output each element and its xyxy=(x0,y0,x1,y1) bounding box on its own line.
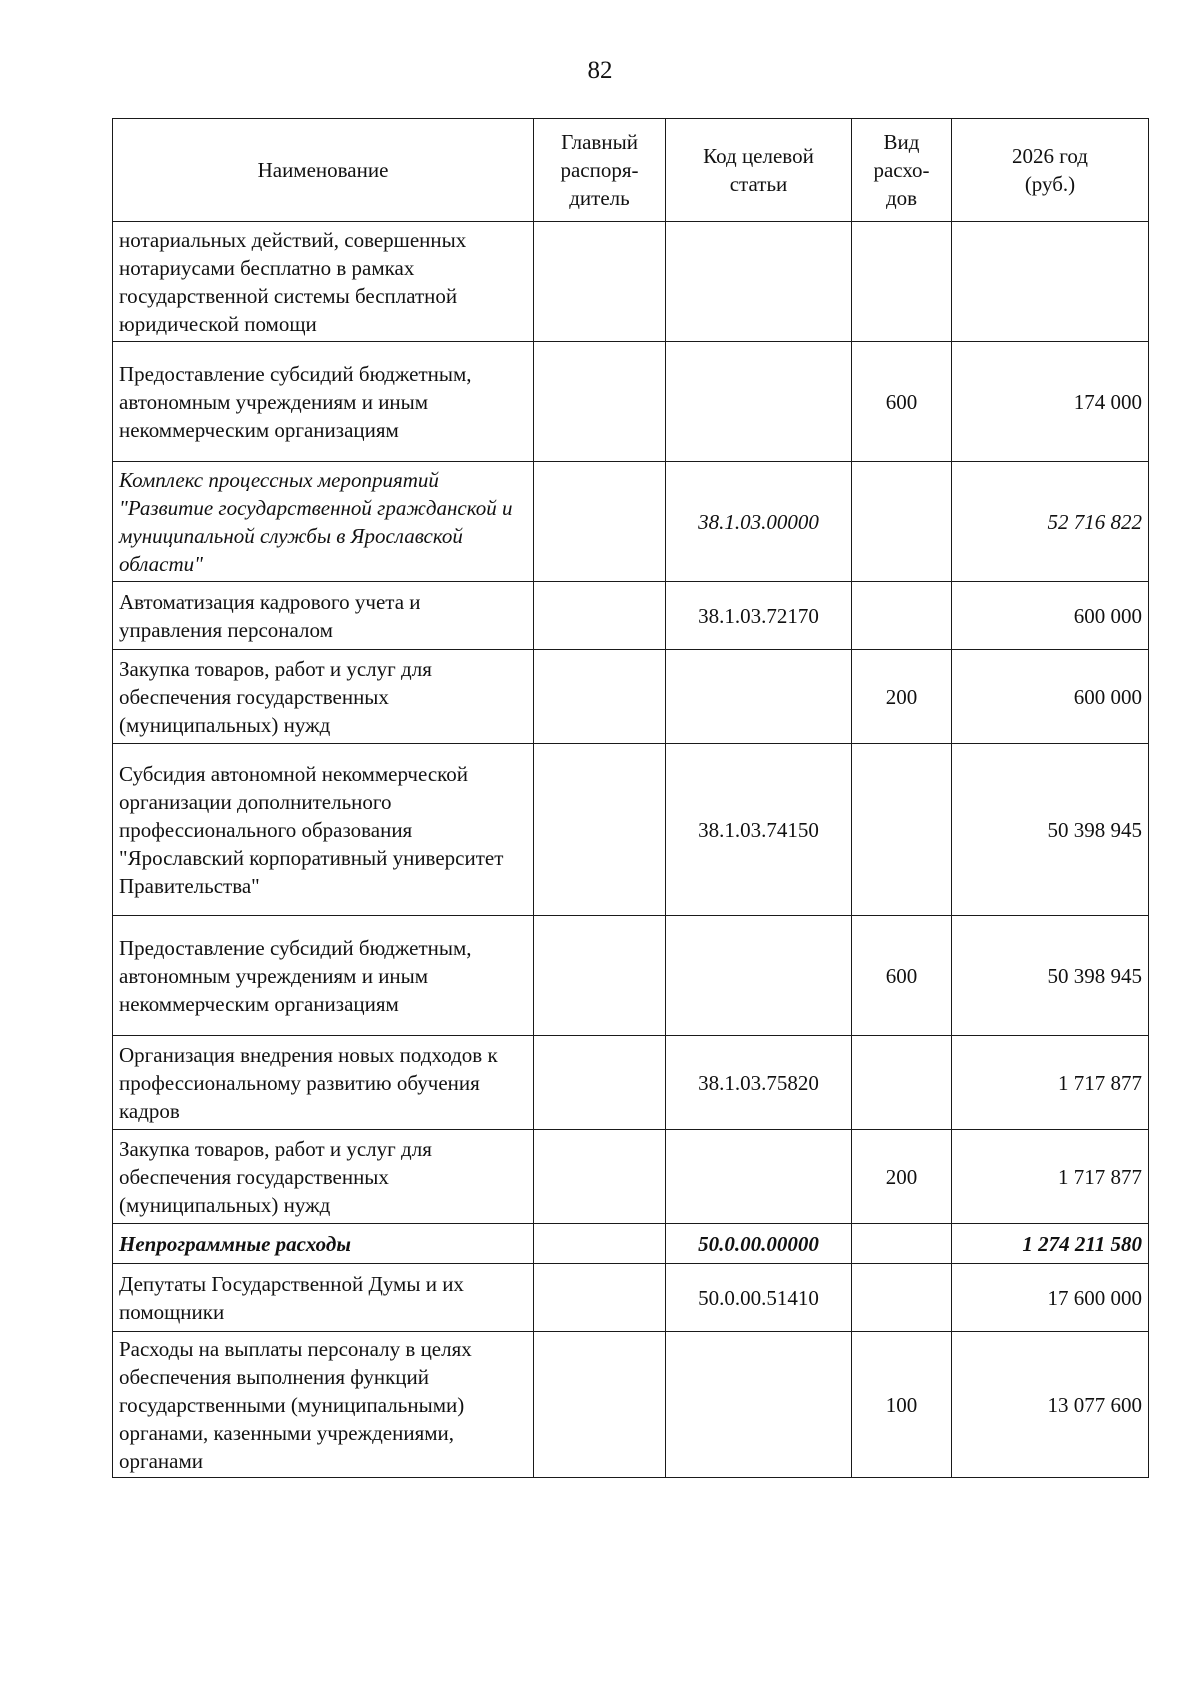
table-row xyxy=(113,1036,1149,1130)
cell-type: 200 xyxy=(852,1130,952,1224)
cell-name: Предоставление субсидий бюджетным, автономным учреждениям и иным некоммерческим организациям xyxy=(113,342,534,462)
cell-code: 38.1.03.74150 xyxy=(666,744,852,916)
cell-amount: 50 398 945 xyxy=(952,916,1149,1036)
table-row xyxy=(113,222,1149,342)
cell-code xyxy=(666,1332,852,1478)
header-manager-text: Главный распоря- дитель xyxy=(560,130,639,210)
cell-type: 600 xyxy=(852,342,952,462)
table-row xyxy=(113,916,1149,1036)
cell-code xyxy=(666,1130,852,1224)
cell-manager xyxy=(534,342,666,462)
cell-type xyxy=(852,1036,952,1130)
table-row xyxy=(113,342,1149,462)
cell-manager xyxy=(534,744,666,916)
cell-code xyxy=(666,342,852,462)
cell-code xyxy=(666,650,852,744)
cell-amount: 13 077 600 xyxy=(952,1332,1149,1478)
cell-amount: 1 274 211 580 xyxy=(952,1224,1149,1264)
cell-amount: 600 000 xyxy=(952,582,1149,650)
cell-manager xyxy=(534,462,666,582)
cell-code xyxy=(666,222,852,342)
cell-type xyxy=(852,582,952,650)
table-row xyxy=(113,1264,1149,1332)
cell-name: Закупка товаров, работ и услуг для обеспечения государственных (муниципальных) нужд xyxy=(113,650,534,744)
cell-manager xyxy=(534,1264,666,1332)
cell-manager xyxy=(534,650,666,744)
cell-amount: 17 600 000 xyxy=(952,1264,1149,1332)
table-row xyxy=(113,1332,1149,1478)
cell-type: 200 xyxy=(852,650,952,744)
header-code xyxy=(666,119,852,222)
header-amount xyxy=(952,119,1149,222)
table-row xyxy=(113,1130,1149,1224)
cell-name: Организация внедрения новых подходов к профессиональному развитию обучения кадров xyxy=(113,1036,534,1130)
cell-amount: 50 398 945 xyxy=(952,744,1149,916)
header-manager xyxy=(534,119,666,222)
header-name: Наименование xyxy=(113,119,534,222)
cell-type: 100 xyxy=(852,1332,952,1478)
cell-type xyxy=(852,222,952,342)
table-row xyxy=(113,462,1149,582)
cell-manager xyxy=(534,1130,666,1224)
cell-amount: 1 717 877 xyxy=(952,1036,1149,1130)
cell-type: 600 xyxy=(852,916,952,1036)
cell-manager xyxy=(534,916,666,1036)
cell-name: Закупка товаров, работ и услуг для обеспечения государственных (муниципальных) нужд xyxy=(113,1130,534,1224)
header-amount-text: 2026 год (руб.) xyxy=(1012,144,1088,196)
table-row xyxy=(113,650,1149,744)
header-type xyxy=(852,119,952,222)
cell-manager xyxy=(534,582,666,650)
cell-type xyxy=(852,462,952,582)
cell-type xyxy=(852,744,952,916)
cell-name: Депутаты Государственной Думы и их помощники xyxy=(113,1264,534,1332)
cell-code: 50.0.00.00000 xyxy=(666,1224,852,1264)
header-type-text: Вид расхо- дов xyxy=(873,130,930,210)
cell-code: 50.0.00.51410 xyxy=(666,1264,852,1332)
page-number: 82 xyxy=(587,57,613,84)
header-code-text: Код целевой статьи xyxy=(703,144,814,196)
budget-table xyxy=(112,118,1149,1478)
cell-name: Предоставление субсидий бюджетным, автономным учреждениям и иным некоммерческим организациям xyxy=(113,916,534,1036)
cell-manager xyxy=(534,1036,666,1130)
cell-code: 38.1.03.72170 xyxy=(666,582,852,650)
table-body xyxy=(113,222,1149,1478)
cell-type xyxy=(852,1264,952,1332)
cell-name: Непрограммные расходы xyxy=(113,1224,534,1264)
table-header-row xyxy=(113,119,1149,222)
cell-amount: 1 717 877 xyxy=(952,1130,1149,1224)
cell-amount: 600 000 xyxy=(952,650,1149,744)
cell-name: нотариальных действий, совершенных нотариусами бесплатно в рамках государственной системы бесплатной юридической помощи xyxy=(113,222,534,342)
cell-name: Субсидия автономной некоммерческой организации дополнительного профессионального образования "Ярославский корпоративный университет Правительства" xyxy=(113,744,534,916)
table-row xyxy=(113,1224,1149,1264)
cell-manager xyxy=(534,1224,666,1264)
table-row xyxy=(113,744,1149,916)
cell-amount: 174 000 xyxy=(952,342,1149,462)
cell-name: Автоматизация кадрового учета и управления персоналом xyxy=(113,582,534,650)
cell-name: Расходы на выплаты персоналу в целях обеспечения выполнения функций государственными (муниципальными) органами, казенными учреждениями, органами xyxy=(113,1332,534,1478)
cell-type xyxy=(852,1224,952,1264)
cell-code xyxy=(666,916,852,1036)
cell-amount xyxy=(952,222,1149,342)
cell-amount: 52 716 822 xyxy=(952,462,1149,582)
cell-manager xyxy=(534,1332,666,1478)
table-row xyxy=(113,582,1149,650)
cell-name: Комплекс процессных мероприятий "Развитие государственной гражданской и муниципальной службы в Ярославской области" xyxy=(113,462,534,582)
cell-code: 38.1.03.75820 xyxy=(666,1036,852,1130)
cell-code: 38.1.03.00000 xyxy=(666,462,852,582)
cell-manager xyxy=(534,222,666,342)
